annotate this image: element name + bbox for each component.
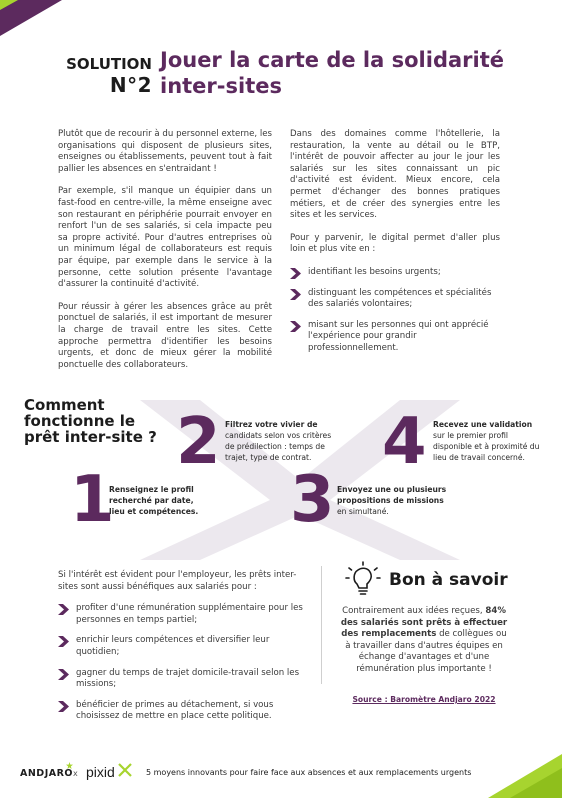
- how-it-works-title: Comment fonctionne le prêt inter-site ?: [24, 396, 157, 446]
- step-3-rest: en simultané.: [337, 507, 389, 516]
- chevron-right-icon: [58, 701, 69, 712]
- benefits-bullet-list: [58, 603, 308, 723]
- solution-number: N°2: [109, 73, 152, 97]
- lightbulb-icon: [343, 560, 383, 600]
- paragraph: Plutôt que de recourir à du personnel externe, les organisations qui disposent de plusieurs sites, enseignes ou établissements, peuvent tout à fait pallier les absences en s'entraidant !: [58, 129, 272, 174]
- digital-bullet-list: [290, 267, 500, 355]
- chevron-right-icon: [58, 669, 69, 680]
- tip-text-before: Contrairement aux idées reçues,: [342, 606, 486, 616]
- list-item: [58, 700, 308, 723]
- step-4-bold: Recevez une validation: [433, 420, 533, 429]
- tip-source: Source : Baromètre Andjaro 2022: [352, 695, 496, 704]
- title-line-1: Jouer la carte de la solidarité: [160, 48, 504, 72]
- benefits-section: [58, 570, 308, 732]
- list-item-text: distinguant les compétences et spécialités des salariés volontaires;: [308, 287, 492, 310]
- star-icon: [66, 762, 73, 769]
- solution-word: SOLUTION: [66, 55, 152, 73]
- step-3-bold: Envoyez une ou plusieurs propositions de missions: [337, 485, 447, 505]
- brand-separator: x: [73, 769, 78, 778]
- corner-decoration: [0, 0, 62, 36]
- page-corner-decoration: [488, 754, 562, 798]
- step-2-text: [225, 419, 343, 463]
- right-column: [290, 129, 500, 364]
- tip-text-bold: 84% des salariés sont prêts à effectuer des remplacements: [340, 606, 508, 640]
- step-1-number: 1: [70, 463, 115, 537]
- list-item-text: profiter d'une rémunération supplémentaire pour les personnes en temps partiel;: [76, 603, 303, 625]
- list-item: [58, 668, 308, 691]
- left-column: [58, 129, 272, 382]
- paragraph: Dans des domaines comme l'hôtellerie, la restauration, la vente au détail ou le BTP, l'intérêt de pouvoir affecter au jour le jour les salariés sur les sites connaissant un pic d'activité est évident. Mieux encore, cela permet d'échanger des bonnes pratiques métiers, et de créer des synergies entre les sites et les services.: [290, 129, 500, 221]
- step-2-number: 2: [176, 405, 221, 479]
- page-title: [160, 47, 540, 99]
- list-item-text: misant sur les personnes qui ont apprécié l'expérience pour grandir professionnellement.: [308, 319, 489, 353]
- tip-body: [338, 606, 510, 676]
- paragraph: Pour réussir à gérer les absences grâce au prêt ponctuel de salariés, il est important de mesurer la charge de travail entre les sites. Cette approche permettra d'identifier les besoins urgents, et donc de mieux gérer la mobilité ponctuelle des collaborateurs.: [58, 301, 272, 370]
- list-item-text: gagner du temps de trajet domicile-travail selon les missions;: [76, 667, 300, 690]
- step-1-text: [109, 484, 209, 517]
- chevron-right-icon: [58, 604, 69, 615]
- tip-text-after: de collègues ou à travailler dans d'autres équipes en échange d'avantages et d'une rémunération plus importante !: [345, 629, 507, 674]
- footer-text: 5 moyens innovants pour faire face aux absences et aux remplacements urgents: [146, 768, 472, 777]
- list-item: [58, 603, 308, 626]
- brand-andjaro-logo: ANDJARO: [20, 768, 73, 779]
- list-item: [290, 267, 500, 279]
- step-3-number: 3: [290, 463, 335, 537]
- list-item: [290, 288, 500, 311]
- chevron-right-icon: [290, 321, 301, 332]
- paragraph: Par exemple, s'il manque un équipier dans un fast-food en centre-ville, la même enseigne avec son restaurant en périphérie pourrait envoyer en renfort l'un de ses salariés, si cela impacte peu sa propre activité. Pour d'autres entreprises où un minimum légal de collaborateurs est requis par équipe, par exemple dans le service à la personne, cette solution présente l'avantage d'assurer la continuité d'activité.: [58, 186, 272, 290]
- step-4-text: [433, 419, 545, 463]
- list-item-text: enrichir leurs compétences et diversifier leur quotidien;: [76, 635, 270, 657]
- column-divider: [321, 566, 322, 684]
- step-3-text: [337, 484, 449, 517]
- step-4-number: 4: [382, 405, 427, 479]
- list-item-text: identifiant les besoins urgents;: [308, 266, 441, 277]
- step-2-bold: Filtrez votre vivier de: [225, 420, 318, 429]
- tip-title: Bon à savoir: [389, 570, 508, 590]
- step-4-rest: sur le premier profil disponible et à proximité du lieu de travail concerné.: [433, 431, 540, 462]
- title-line-2: inter-sites: [160, 74, 282, 98]
- chevron-right-icon: [58, 636, 69, 647]
- brand-pixid-logo: pixid: [86, 764, 115, 780]
- pixid-mark-icon: [118, 763, 132, 777]
- list-item-text: bénéficier de primes au détachement, si vous choisissez de mettre en place cette politique.: [76, 699, 274, 722]
- step-1-bold: Renseignez le profil recherché par date, lieu et compétences.: [109, 485, 199, 516]
- list-item: [290, 320, 500, 355]
- page-number: 5: [522, 766, 528, 776]
- list-item: [58, 635, 308, 658]
- chevron-right-icon: [290, 289, 301, 300]
- footer: [0, 748, 562, 798]
- step-2-rest: candidats selon vos critères de prédilection : temps de trajet, type de contrat.: [225, 431, 332, 462]
- paragraph: Pour y parvenir, le digital permet d'aller plus loin et plus vite en :: [290, 232, 500, 255]
- solution-label: [64, 55, 152, 97]
- benefits-intro: Si l'intérêt est évident pour l'employeur, les prêts inter-sites sont aussi bénéfiques aux salariés pour :: [58, 570, 297, 592]
- chevron-right-icon: [290, 268, 301, 279]
